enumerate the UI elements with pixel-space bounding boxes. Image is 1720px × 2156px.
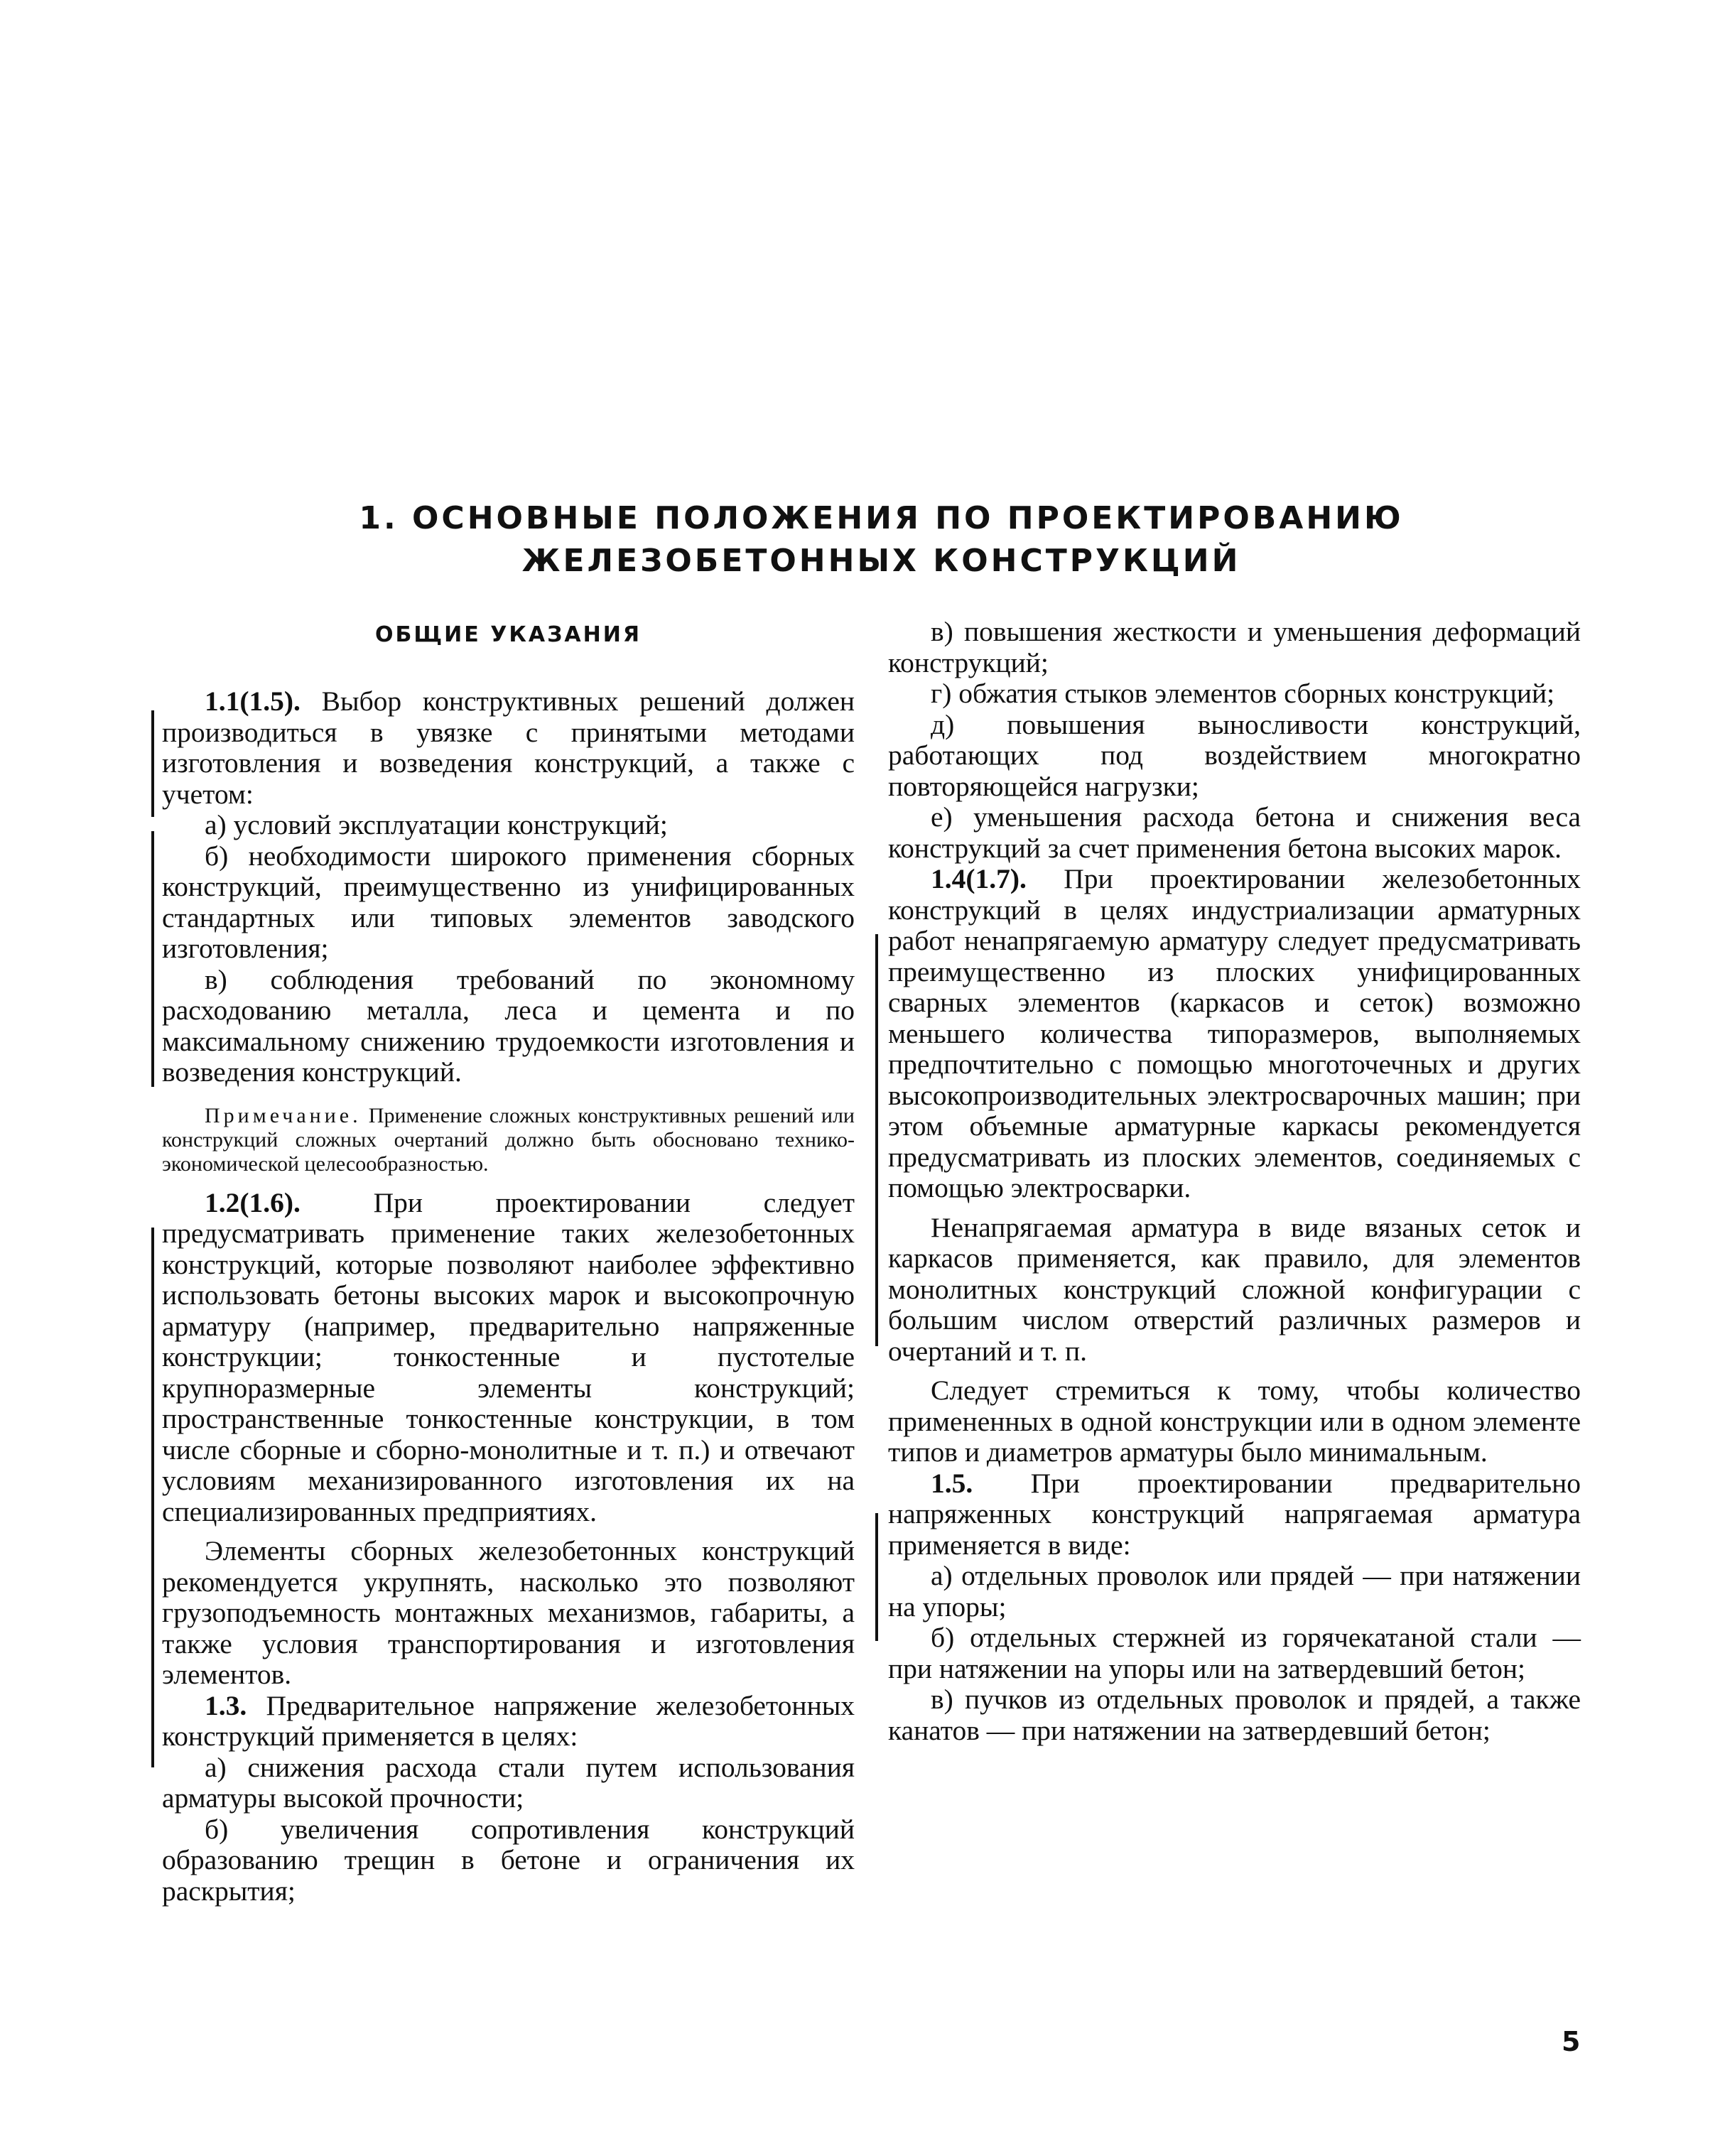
list-item: г) обжатия стыков элементов сборных конструкций; <box>931 678 1555 709</box>
list-item: а) условий эксплуатации конструкций; <box>205 809 668 840</box>
list-item: в) соблюдения требований по экономному расходованию металла, леса и цемента и по максимальному снижению трудоемкости изготовления и возведения конструкций. <box>162 963 855 1088</box>
revision-bar-right-1 <box>875 934 878 1346</box>
revision-bar-left-3 <box>151 1228 154 1767</box>
clause-text: При проектировании следует предусматривать применение таких железобетонных конструкций, которые позволяют наиболее эффективно использовать бетоны высоких марок и высокопрочную арматуру (например, предварительно напряженные конструкции; тонкостенные и пустотелые крупноразмерные элементы конструкций; пространственные тонкостенные конструкции, в том числе сборные и сборно-монолитные и т. п.) и отвечают условиям механизированного изготовления их на специализированных предприятиях. <box>162 1186 855 1527</box>
paragraph: Элементы сборных железобетонных конструкций рекомендуется укрупнять, насколько это позволяют грузоподъемность монтажных механизмов, габариты, а также условия транспортирования и изготовления элементов. <box>162 1535 855 1690</box>
clause-1-4 <box>888 864 1581 1204</box>
list-item: е) уменьшения расхода бетона и снижения веса конструкций за счет применения бетона высоких марок. <box>888 801 1581 864</box>
clause-text: При проектировании предварительно напряженных конструкций напрягаемая арматура применяется в виде: <box>888 1467 1581 1561</box>
chapter-title <box>0 497 1720 583</box>
clause-text: При проектировании железобетонных конструкций в целях индустриализации арматурных работ ненапрягаемую арматуру следует предусматривать преимущественно из плоских унифицированных сварных элементов (каркасов и сеток) возможно меньшего количества типоразмеров, выполняемых предпочтительно с помощью многоточечных и других высокопроизводительных электросварочных машин; при этом объемные арматурные каркасы рекомендуется предусматривать из плоских элементов, соединяемых с помощью электросварки. <box>888 863 1581 1203</box>
revision-bar-left-2 <box>151 831 154 1087</box>
list-item: а) снижения расхода стали путем использования арматуры высокой прочности; <box>162 1751 855 1814</box>
clause-text: Выбор конструктивных решений должен производиться в увязке с принятыми методами изготовления и возведения конструкций, а также с учетом: <box>162 686 855 810</box>
clause-1-2 <box>162 1188 855 1528</box>
section-heading: ОБЩИЕ УКАЗАНИЯ <box>375 622 642 647</box>
clause-number: 1.3. <box>205 1689 247 1721</box>
clause-1-3 <box>162 1691 855 1753</box>
revision-bar-left-1 <box>151 710 154 817</box>
list-item: б) отдельных стержней из горячекатаной стали — при натяжении на упоры или на затвердевший бетон; <box>888 1622 1581 1684</box>
clause-number: 1.1(1.5). <box>205 686 301 717</box>
paragraph: Следует стремиться к тому, чтобы количество примененных в одной конструкции или в одном элементе типов и диаметров арматуры было минимальным. <box>888 1375 1581 1468</box>
list-item: а) отдельных проволок или прядей — при натяжении на упоры; <box>888 1560 1581 1623</box>
paragraph: Ненапрягаемая арматура в виде вязаных сеток и каркасов применяется, как правило, для элементов монолитных конструкций сложной конфигурации с большим числом отверстий различных размеров и очертаний и т. п. <box>888 1211 1581 1367</box>
clause-number: 1.4(1.7). <box>931 863 1027 894</box>
clause-1-1 <box>162 686 855 810</box>
note-text: Применение сложных конструктивных решений или конструкций сложных очертаний должно быть обосновано технико-экономической целесообразностью. <box>162 1103 855 1176</box>
list-item: б) необходимости широкого применения сборных конструкций, преимущественно из унифицированных стандартных или типовых элементов заводского изготовления; <box>162 840 855 964</box>
revision-bar-right-2 <box>875 1513 878 1641</box>
page-number: 5 <box>1562 2026 1581 2057</box>
list-item: б) увеличения сопротивления конструкций образованию трещин в бетоне и ограничения их раскрытия; <box>162 1813 855 1907</box>
clause-text: Предварительное напряжение железобетонных конструкций применяется в целях: <box>162 1689 855 1752</box>
list-item: в) пучков из отдельных проволок и прядей, а также канатов — при натяжении на затвердевший бетон; <box>888 1684 1581 1746</box>
right-column <box>888 617 1581 1746</box>
chapter-title-line-1: 1. ОСНОВНЫЕ ПОЛОЖЕНИЯ ПО ПРОЕКТИРОВАНИЮ <box>359 500 1404 536</box>
list-item: д) повышения выносливости конструкций, работающих под воздействием многократно повторяющейся нагрузки; <box>888 708 1581 802</box>
note <box>162 1104 855 1176</box>
left-column <box>162 617 855 1907</box>
list-item: в) повышения жесткости и уменьшения деформаций конструкций; <box>888 616 1581 678</box>
chapter-title-line-2: ЖЕЛЕЗОБЕТОННЫХ КОНСТРУКЦИЙ <box>521 543 1241 579</box>
clause-1-5 <box>888 1468 1581 1561</box>
note-heading: Примечание. <box>205 1103 362 1127</box>
clause-number: 1.5. <box>931 1467 973 1499</box>
clause-number: 1.2(1.6). <box>205 1186 301 1218</box>
